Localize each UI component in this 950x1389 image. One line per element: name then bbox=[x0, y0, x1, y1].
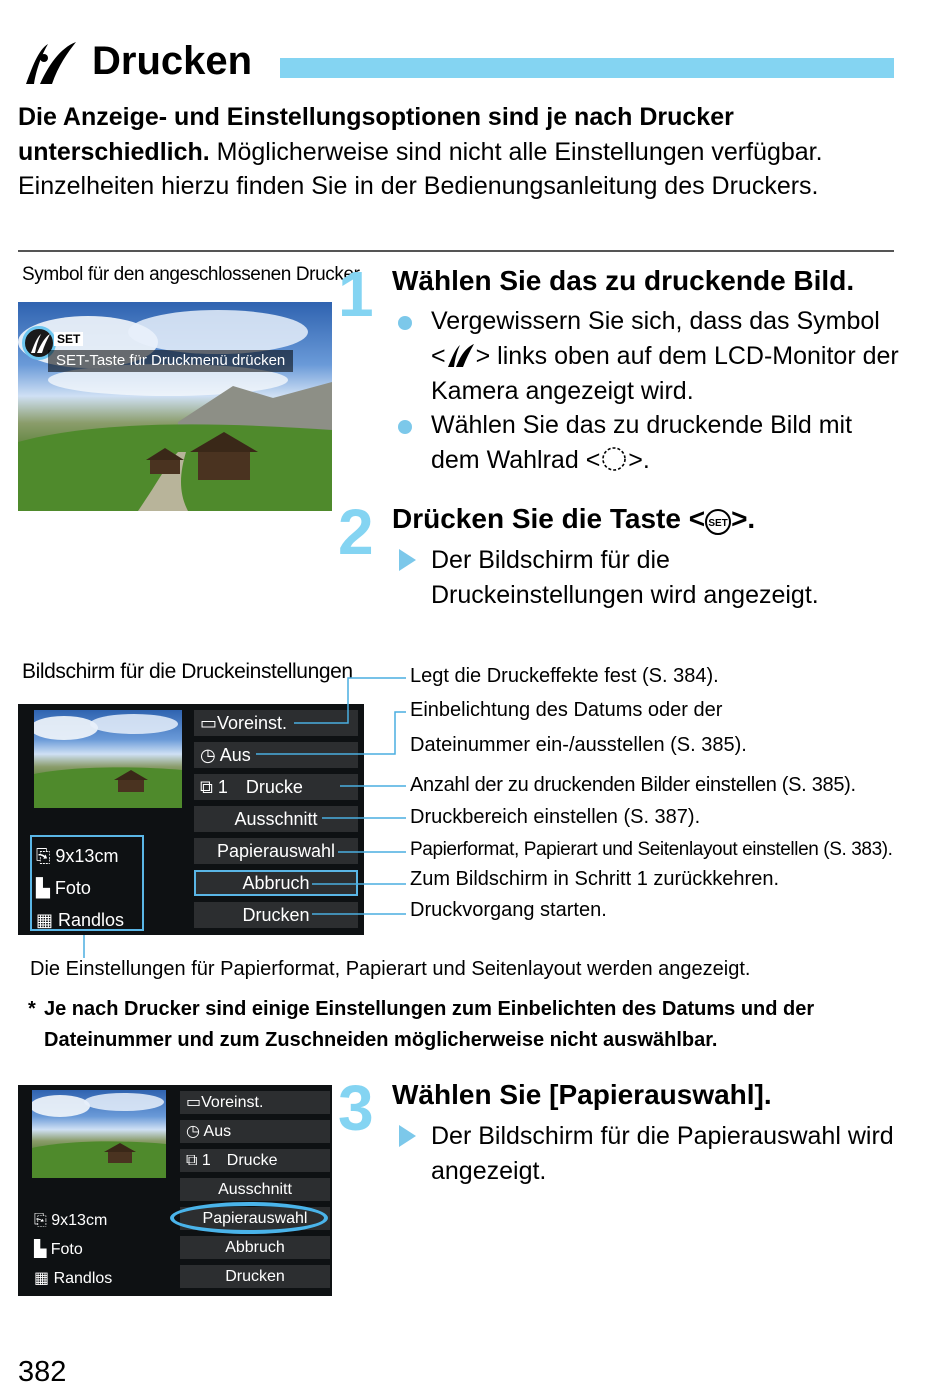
callout-cancel: Zum Bildschirm in Schritt 1 zurückkehren. bbox=[410, 868, 780, 890]
intro-bold: Die Anzeige- und Einstellungsoptionen sind je nach Drucker unterschiedlich. bbox=[18, 103, 734, 166]
paper-type bbox=[34, 1235, 112, 1264]
paper-settings-note: Die Einstellungen für Papierformat, Papierart und Seitenlayout werden angezeigt. bbox=[30, 958, 751, 980]
menu-copies-count: 1 bbox=[217, 777, 228, 797]
paper-layout-value: Randlos bbox=[53, 1270, 113, 1287]
callout-print: Druckvorgang starten. bbox=[410, 899, 607, 921]
paper-layout-value: Randlos bbox=[58, 910, 125, 930]
copies-icon: ⧉ bbox=[200, 777, 218, 797]
thumbnail-photo bbox=[32, 1090, 166, 1178]
paper-type-icon: ▙ bbox=[34, 1241, 51, 1258]
layout-icon: ▦ bbox=[34, 1270, 54, 1287]
step-1-heading: Wählen Sie das zu druckende Bild. bbox=[392, 265, 855, 296]
layout-icon: ▦ bbox=[36, 910, 59, 930]
menu-voreinst-label: Voreinst. bbox=[201, 1094, 264, 1111]
menu-date-imprint[interactable] bbox=[180, 1120, 330, 1143]
paper-size-value: 9x13cm bbox=[55, 846, 119, 866]
date-icon: ◷ bbox=[200, 745, 220, 765]
paper-size-icon: ⎘ bbox=[36, 846, 56, 866]
menu-aus-label: Aus bbox=[219, 745, 251, 765]
figure1-caption: Symbol für den angeschlossenen Drucker bbox=[22, 264, 360, 285]
menu-drucken[interactable]: Drucken bbox=[180, 1265, 330, 1288]
step-1-bullet-2-post: >. bbox=[628, 446, 650, 474]
paper-size bbox=[34, 1206, 112, 1235]
menu-copies-label: Drucke bbox=[245, 777, 303, 797]
paper-layout bbox=[34, 1264, 112, 1293]
step-2-number: 2 bbox=[338, 496, 374, 568]
paper-selection-screen bbox=[18, 1085, 332, 1296]
menu-copies[interactable] bbox=[180, 1149, 330, 1172]
leader-date bbox=[256, 712, 406, 754]
menu-aus-label: Aus bbox=[203, 1123, 232, 1140]
footnote-text: Je nach Drucker sind einige Einstellungen zum Einbelichten des Datums und der Dateinummer und zum Zuschneiden möglicherweise nicht auswählbar. bbox=[44, 998, 815, 1051]
page-number: 382 bbox=[18, 1356, 67, 1388]
copies-icon: ⧉ bbox=[186, 1152, 202, 1169]
menu-abbruch[interactable]: Abbruch bbox=[180, 1236, 330, 1259]
set-badge: SET bbox=[54, 332, 83, 346]
step-1-bullet-2-pre: Wählen Sie das zu druckende Bild mit dem Wahlrad < bbox=[431, 411, 853, 474]
date-icon: ◷ bbox=[186, 1123, 204, 1140]
menu-abbruch[interactable]: Abbruch bbox=[194, 870, 358, 896]
menu-papierauswahl[interactable]: Papierauswahl bbox=[180, 1207, 330, 1230]
paper-size-value: 9x13cm bbox=[51, 1212, 108, 1229]
callout-date-line2: Dateinummer ein-/ausstellen (S. 385). bbox=[410, 734, 747, 756]
set-key-overlay: SET-Taste für Druckmenü drücken bbox=[48, 350, 293, 372]
menu-ausschnitt[interactable]: Ausschnitt bbox=[194, 806, 358, 832]
settings-screen-caption: Bildschirm für die Druckeinstellungen bbox=[22, 660, 353, 683]
menu-papierauswahl[interactable]: Papierauswahl bbox=[194, 838, 358, 864]
callout-effects: Legt die Druckeffekte fest (S. 384). bbox=[410, 665, 719, 687]
leader-voreinst bbox=[294, 678, 406, 723]
page-title: Drucken bbox=[92, 39, 253, 83]
result-arrow-icon bbox=[399, 1125, 416, 1147]
paper-type-icon: ▙ bbox=[36, 878, 55, 898]
step-3-result: Der Bildschirm für die Papierauswahl wird angezeigt. bbox=[431, 1122, 894, 1185]
step-1-number: 1 bbox=[338, 258, 374, 330]
step-2-result: Der Bildschirm für die Druckeinstellungen wird angezeigt. bbox=[431, 546, 819, 609]
intro-text: Möglicherweise sind nicht alle Einstellungen verfügbar. Einzelheiten hierzu finden Sie in der Bedienungsanleitung des Druckers. bbox=[18, 137, 823, 200]
step-1-bullet-1-post: > links oben auf dem LCD-Monitor der Kamera angezeigt wird. bbox=[431, 342, 899, 405]
menu-voreinst[interactable] bbox=[180, 1091, 330, 1114]
menu-copies-label: Drucke bbox=[226, 1152, 278, 1169]
footnote-star: * bbox=[28, 998, 36, 1020]
step-1-bullet-1-pre: Vergewissern Sie sich, dass das Symbol < bbox=[431, 307, 880, 370]
paper-size-icon: ⎘ bbox=[34, 1212, 52, 1229]
callout-date-line1: Einbelichtung des Datums oder der bbox=[410, 699, 723, 721]
step-2-heading-pre: Drücken Sie die Taste < bbox=[392, 503, 706, 534]
effects-icon: ▭ bbox=[186, 1094, 202, 1111]
step-3-heading: Wählen Sie [Papierauswahl]. bbox=[392, 1079, 772, 1110]
effects-icon: ▭ bbox=[200, 713, 218, 733]
selection-highlight-ring bbox=[170, 1202, 328, 1234]
menu-copies-count: 1 bbox=[201, 1152, 211, 1169]
set-button-icon: SET bbox=[705, 509, 731, 535]
menu-drucken[interactable]: Drucken bbox=[194, 902, 358, 928]
callout-trimming: Druckbereich einstellen (S. 387). bbox=[410, 806, 701, 828]
callout-paper: Papierformat, Papierart und Seitenlayout einstellen (S. 383). bbox=[410, 839, 893, 860]
paper-type-value: Foto bbox=[54, 878, 91, 898]
step-3-number: 3 bbox=[338, 1072, 374, 1144]
paper-settings-list bbox=[34, 1206, 112, 1293]
menu-voreinst-label: Voreinst. bbox=[217, 713, 288, 733]
paper-type-value: Foto bbox=[50, 1241, 83, 1258]
menu-ausschnitt[interactable]: Ausschnitt bbox=[180, 1178, 330, 1201]
step-2-heading-post: >. bbox=[731, 503, 756, 534]
callout-copies: Anzahl der zu druckenden Bilder einstellen (S. 385). bbox=[410, 774, 856, 796]
